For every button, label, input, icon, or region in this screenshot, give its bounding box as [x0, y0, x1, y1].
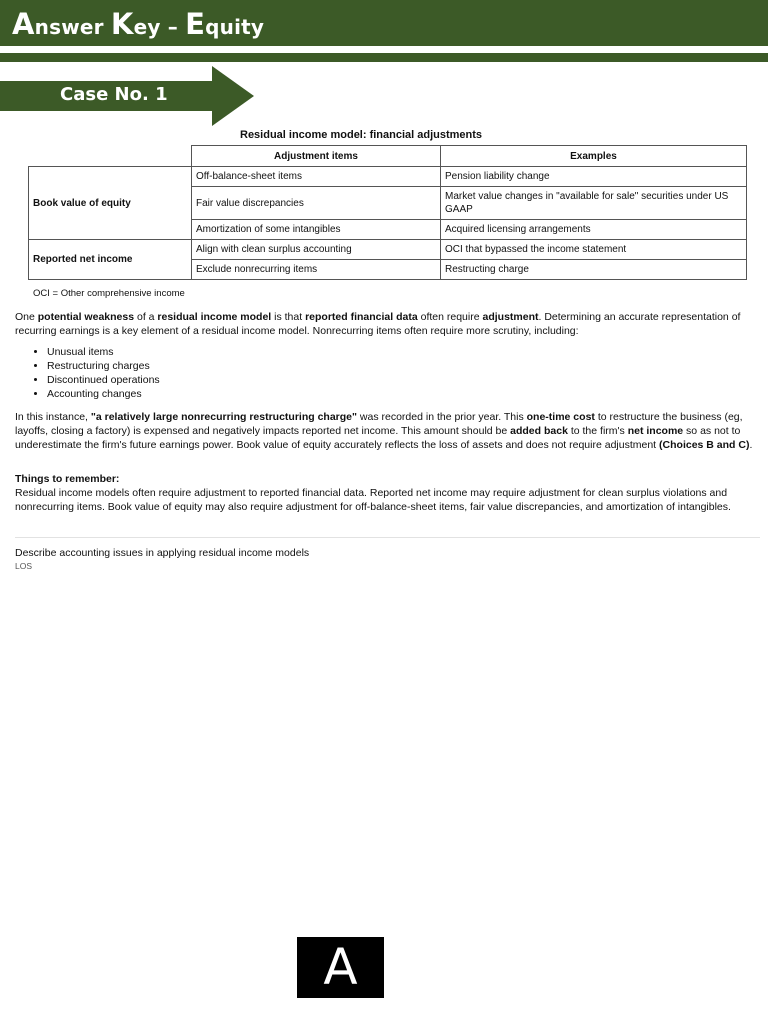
- paragraph-text: is that: [271, 311, 306, 323]
- paragraph-text: .: [749, 439, 753, 451]
- example-cell: Pension liability change: [441, 167, 747, 187]
- paragraph-text: In this instance,: [15, 411, 91, 423]
- title-capital: A: [12, 7, 35, 41]
- paragraph-text: was recorded in the prior year. This: [357, 411, 527, 423]
- table-caption: Residual income model: financial adjustments: [240, 129, 483, 141]
- list-item: • Discontinued operations: [47, 373, 160, 387]
- row-group-label: Reported net income: [29, 240, 192, 280]
- adjustment-item-cell: Off-balance-sheet items: [192, 167, 441, 187]
- los-description: Describe accounting issues in applying residual income models: [15, 547, 310, 559]
- paragraph-text: . Determining an accurate representation of recurring earnings is a key element of a residual income model. Nonrecurring items often require more scrutiny, including:: [15, 311, 741, 337]
- los-tag: LOS: [15, 561, 33, 571]
- case-label: Case No. 1: [60, 84, 168, 105]
- table-row: [29, 240, 747, 260]
- table-footnote: OCI = Other comprehensive income: [33, 288, 185, 299]
- things-to-remember-text: Residual income models often require adjustment to reported financial data. Reported net income may require adjustment for clean surplus violations and nonrecurring items. Book value of equity may also require adjustment for off-balance-sheet items, fair value discrepancies, and amortization of intangibles.: [15, 487, 731, 513]
- adjustment-item-cell: Align with clean surplus accounting: [192, 240, 441, 260]
- row-group-label: Book value of equity: [29, 167, 192, 240]
- example-cell: Market value changes in "available for sale" securities under US GAAP: [441, 187, 747, 220]
- section-divider: [15, 537, 760, 538]
- example-cell: Restructing charge: [441, 260, 747, 280]
- title-capital: K: [110, 7, 134, 41]
- explanation-paragraph-2: [15, 410, 755, 452]
- emphasis-text: net income: [627, 425, 684, 437]
- header-rule: [0, 53, 768, 62]
- list-item: • Restructuring charges: [47, 359, 160, 373]
- emphasis-text: added back: [510, 425, 568, 437]
- emphasis-text: one-time cost: [526, 411, 595, 423]
- header-blank-cell: [29, 146, 192, 167]
- emphasis-text: (Choices B and C): [659, 439, 750, 451]
- things-to-remember-title: Things to remember:: [15, 473, 120, 485]
- table-row: [29, 167, 747, 187]
- paragraph-text: to restructure the business (eg, layoffs, closing a factory) is expensed and negatively impacts reported net income. This amount should be: [15, 411, 743, 437]
- emphasis-text: adjustment: [482, 311, 539, 323]
- nonrecurring-items-list: [15, 345, 160, 401]
- paragraph-text: often require: [417, 311, 483, 323]
- emphasis-text: residual income model: [157, 311, 272, 323]
- example-cell: Acquired licensing arrangements: [441, 220, 747, 240]
- adjustment-item-cell: Fair value discrepancies: [192, 187, 441, 220]
- title-text: ey –: [133, 15, 186, 39]
- header-examples: Examples: [441, 146, 747, 167]
- title-text: nswer: [34, 15, 111, 39]
- title-text: quity: [205, 15, 265, 39]
- logo-letter: A: [323, 938, 358, 996]
- emphasis-text: "a relatively large nonrecurring restructuring charge": [90, 411, 357, 423]
- paragraph-text: to the firm's: [567, 425, 628, 437]
- title-capital: E: [185, 7, 206, 41]
- emphasis-text: reported financial data: [305, 311, 418, 323]
- adjustment-item-cell: Amortization of some intangibles: [192, 220, 441, 240]
- adjustments-table: [28, 145, 747, 280]
- explanation-paragraph-1: [15, 310, 755, 338]
- paragraph-text: of a: [134, 311, 158, 323]
- brand-logo: [297, 937, 384, 998]
- example-cell: OCI that bypassed the income statement: [441, 240, 747, 260]
- table-header-row: [29, 146, 747, 167]
- page-title: [12, 7, 264, 41]
- paragraph-text: One: [15, 311, 38, 323]
- emphasis-text: potential weakness: [37, 311, 135, 323]
- adjustment-item-cell: Exclude nonrecurring items: [192, 260, 441, 280]
- paragraph-text: so as not to underestimate the firm's future earnings power. Book value of equity accurately reflects the loss of assets and does not require adjustment: [15, 425, 741, 451]
- list-item: • Unusual items: [47, 345, 160, 359]
- header-adjustment-items: Adjustment items: [192, 146, 441, 167]
- list-item: • Accounting changes: [47, 387, 160, 401]
